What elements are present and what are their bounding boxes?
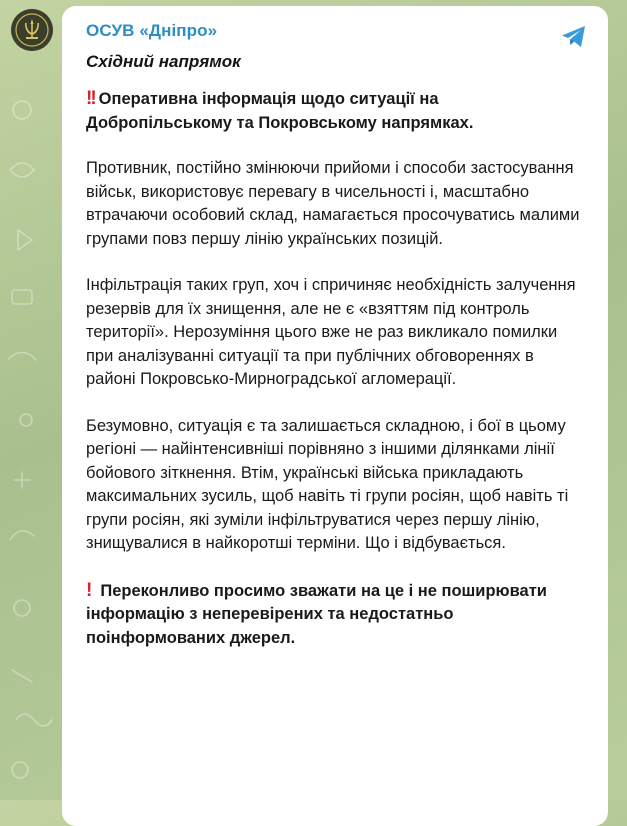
headline-text: Оперативна інформація щодо ситуації на Добропільському та Покровському напрямках. bbox=[86, 90, 474, 132]
closing-text: Переконливо просимо зважати на це і не поширювати інформацію з неперевірених та недостатньо поінформованих джерел. bbox=[86, 581, 547, 647]
trident-emblem-icon bbox=[11, 9, 53, 51]
post-paragraph: Безумовно, ситуація є та залишається складною, і бої в цьому регіоні — найінтенсивніші порівняно з іншими ділянками лінії бойового зіткнення. Втім, українські війська прикладають максимальних зусиль, щоб навіть ті групи росіян, щоб навіть ті групи росіян, які зуміли інфільтруватися через першу лінію, знищувалися в найкоротші терміни. Що і відбувається. bbox=[86, 416, 569, 552]
post-headline bbox=[86, 87, 584, 135]
channel-avatar[interactable] bbox=[11, 9, 53, 51]
double-exclamation-icon: !! bbox=[86, 88, 95, 109]
wallpaper-pattern bbox=[0, 0, 60, 800]
post-subtitle: Східний напрямок bbox=[86, 52, 241, 71]
exclamation-icon: ! bbox=[86, 579, 93, 601]
post-closing bbox=[86, 579, 584, 651]
channel-name[interactable]: ОСУВ «Дніпро» bbox=[86, 21, 218, 40]
message-bubble bbox=[62, 6, 608, 826]
telegram-icon[interactable] bbox=[560, 24, 588, 50]
post-paragraph: Противник, постійно змінюючи прийоми і способи застосування військ, використовує перевагу в чисельності і, масштабно втрачаючи особовий склад, намагається просочуватись малими групами повз першу лінію українських позицій. bbox=[86, 159, 580, 248]
post-paragraph: Інфільтрація таких груп, хоч і спричиняє необхідність залучення резервів для їх знищення, але не є «взяттям під контроль території». Нерозуміння цього вже не раз викликало помилки при аналізуванні ситуації та при публічних обговореннях в районі Покровсько-Мирноградської агломерації. bbox=[86, 276, 576, 388]
